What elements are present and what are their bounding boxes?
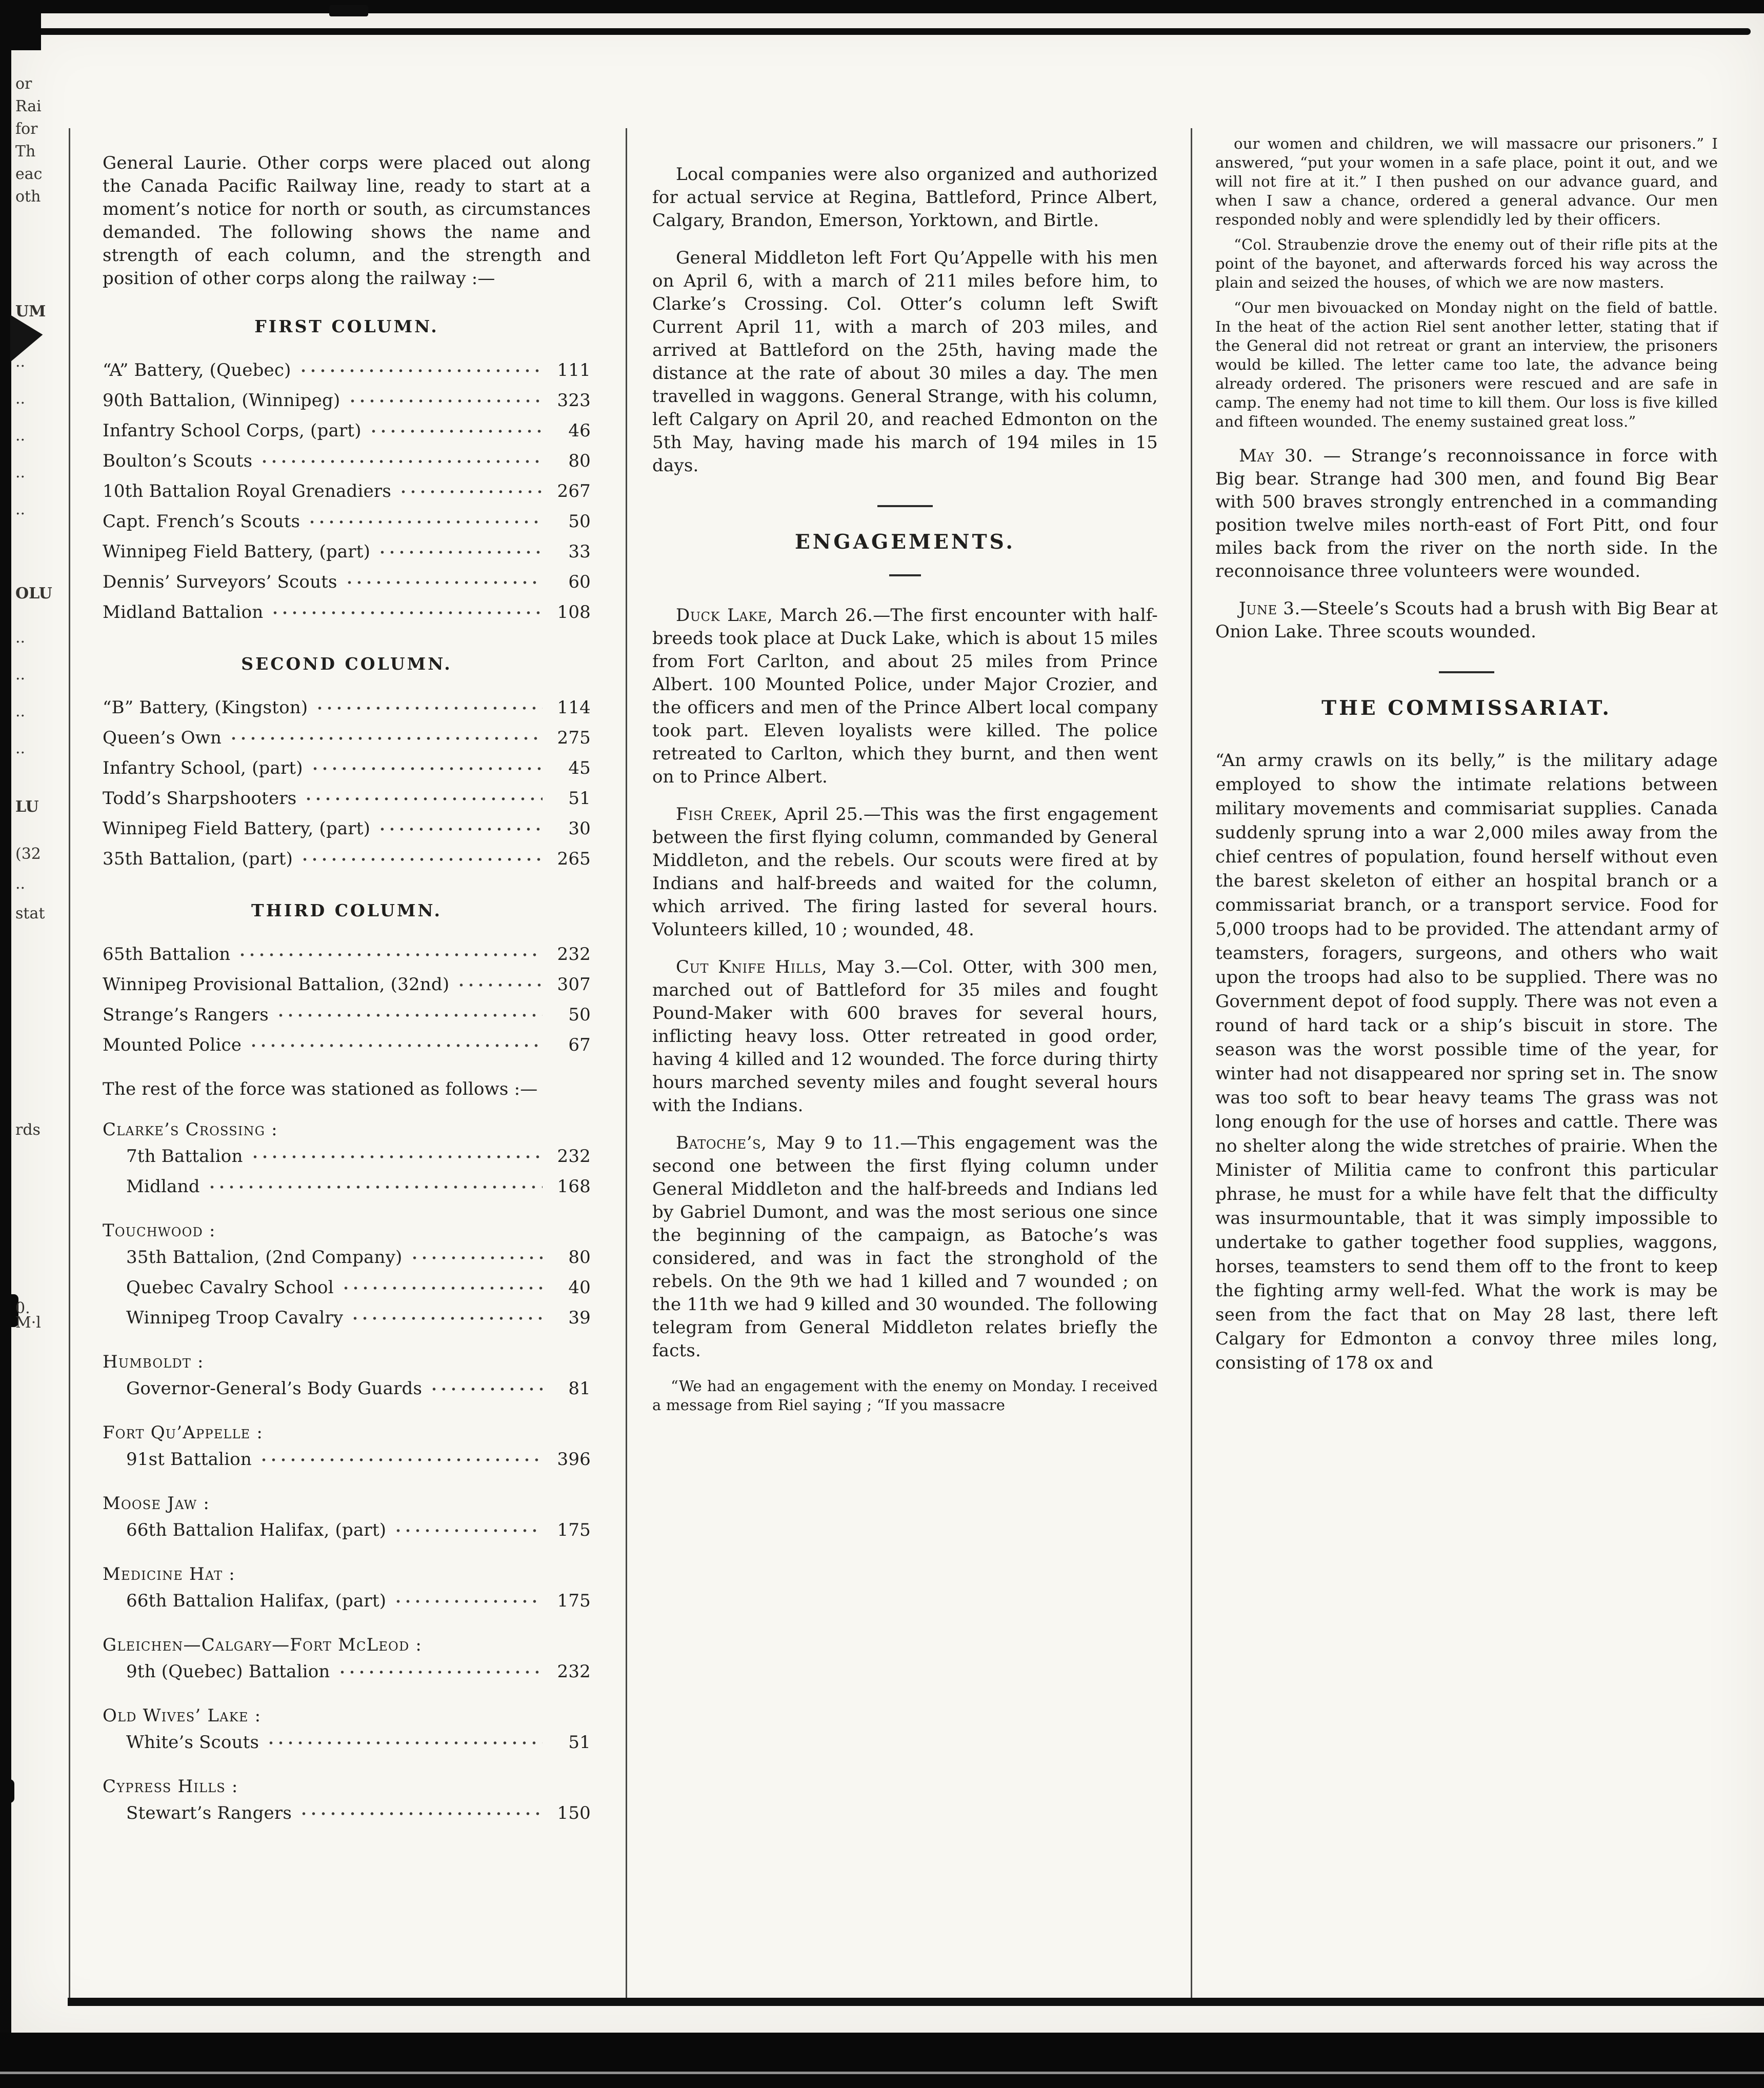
station-group bbox=[103, 1563, 591, 1616]
engagements-heading: ENGAGEMENTS. bbox=[795, 530, 1015, 554]
column-rosters bbox=[103, 315, 591, 1060]
page-edge-fragment: rds bbox=[15, 1121, 41, 1139]
adjacent-page-edge bbox=[12, 0, 67, 2088]
station-name: Clarke’s Crossing : bbox=[103, 1119, 278, 1140]
unit-name: Winnipeg Field Battery, (part) bbox=[103, 818, 371, 839]
unit-strength: 46 bbox=[568, 420, 591, 441]
dotted-leader bbox=[307, 519, 543, 525]
unit-strength: 40 bbox=[568, 1277, 591, 1298]
unit-name: 90th Battalion, (Winnipeg) bbox=[103, 390, 340, 411]
station-group bbox=[103, 1775, 591, 1829]
dotted-leader bbox=[229, 736, 543, 741]
unit-strength: 168 bbox=[557, 1176, 591, 1197]
roster-row bbox=[103, 939, 591, 970]
unit-strength: 33 bbox=[568, 541, 591, 562]
engagement-paragraph: Duck Lake, March 26.—The first encounter with half-breeds took place at Duck Lake, which is about 15 miles from Fort Carlton, and about 25 miles from Prince Albert. 100 Mounted Police, under Major Crozier, and the officers and men of the Prince Albert local company took part. Eleven loyalists were killed. The police retreated to Carlton, which they burnt, and then went on to Prince Albert. bbox=[652, 605, 1158, 787]
page-edge-fragment: .. bbox=[15, 390, 26, 408]
dotted-leader bbox=[250, 1154, 543, 1159]
roster-row bbox=[103, 844, 591, 874]
dotted-leader bbox=[270, 610, 543, 615]
dotted-leader bbox=[398, 489, 543, 494]
scan-artifact-page-edge-line bbox=[0, 2072, 1764, 2074]
roster-row bbox=[103, 1798, 591, 1829]
station-group bbox=[103, 1351, 591, 1404]
roster-row bbox=[103, 723, 591, 753]
station-group bbox=[103, 1219, 591, 1333]
page-edge-fragment: UM bbox=[15, 303, 46, 320]
page-edge-fragment: .. bbox=[15, 666, 26, 684]
unit-strength: 67 bbox=[568, 1035, 591, 1055]
roster-row bbox=[103, 537, 591, 567]
unit-strength: 39 bbox=[568, 1308, 591, 1328]
dotted-leader bbox=[259, 1457, 543, 1462]
roster-section-heading: FIRST COLUMN. bbox=[254, 316, 439, 336]
unit-strength: 232 bbox=[557, 1661, 591, 1682]
dotted-leader bbox=[377, 550, 543, 555]
unit-name: Mounted Police bbox=[103, 1035, 242, 1055]
commissariat-paragraph: “An army crawls on its belly,” is the military adage employed to show the intimate relations between military movements and commisariat supplies. Canada suddenly sprung into a war 2,000 miles away from the chief centres of population, found herself without even the barest skeleton of either an hospital branch or a commissariat branch, or a transport service. Food for 5,000 troops had to be provided. The attendant army of teamsters, foragers, surgeons, and others who wait upon the troops had also to be supplied. There was no Government depot of food supply. There was not even a round of hard tack or a ship’s biscuit in store. The season was the worst possible time of the year, for winter had not disappeared nor spring set in. The snow was too soft to bear heavy teams The grass was not long enough for the use of horses and cattle. There was no shelter along the wide stretches of prairie. When the Minister of Militia came to confront this particular phrase, he must for a while have felt that the difficulty was insurmountable, that it was simply impossible to undertake to gather together food supplies, waggons, horses, teamsters to send them off to the front to keep the fighting army well-fed. What the work is may be seen from the fact that on May 28 last, there left Calgary for Edmonton a convoy three miles long, consisting of 178 ox and bbox=[1215, 750, 1718, 1373]
roster-row bbox=[103, 597, 591, 628]
dotted-leader bbox=[300, 857, 543, 862]
page-edge-fragment: M·l bbox=[15, 1314, 41, 1332]
date-lead: June 3. bbox=[1239, 598, 1300, 619]
station-group bbox=[103, 1492, 591, 1545]
unit-strength: 396 bbox=[557, 1449, 591, 1470]
unit-name: Boulton’s Scouts bbox=[103, 451, 253, 471]
unit-strength: 45 bbox=[568, 758, 591, 778]
dotted-leader bbox=[341, 1286, 543, 1291]
roster-row bbox=[103, 507, 591, 537]
page-edge-fragment: OLU bbox=[15, 585, 52, 603]
unit-strength: 51 bbox=[568, 788, 591, 809]
page-edge-fragment: stat bbox=[15, 905, 45, 922]
station-name: Cypress Hills : bbox=[103, 1776, 238, 1797]
dotted-leader bbox=[393, 1599, 543, 1604]
page-edge-fragment: 0. bbox=[15, 1299, 30, 1317]
unit-name: 35th Battalion, (2nd Company) bbox=[126, 1247, 403, 1268]
unit-name: Winnipeg Provisional Battalion, (32nd) bbox=[103, 974, 450, 995]
unit-name: Quebec Cavalry School bbox=[126, 1277, 334, 1298]
engagement-name: Duck Lake, bbox=[676, 605, 773, 626]
unit-strength: 267 bbox=[557, 481, 591, 501]
unit-name: 91st Battalion bbox=[126, 1449, 252, 1470]
unit-strength: 80 bbox=[568, 451, 591, 471]
page-edge-fragment: oth bbox=[15, 188, 41, 206]
dotted-leader bbox=[345, 580, 543, 585]
dotted-leader bbox=[237, 952, 543, 957]
station-name: Medicine Hat : bbox=[103, 1564, 235, 1584]
unit-name: Infantry School Corps, (part) bbox=[103, 420, 362, 441]
engagement-name: Cut Knife Hills, bbox=[676, 957, 828, 977]
unit-strength: 232 bbox=[557, 1146, 591, 1167]
dotted-leader bbox=[393, 1528, 543, 1533]
unit-name: Strange’s Rangers bbox=[103, 1005, 269, 1025]
roster-row bbox=[103, 1141, 591, 1172]
unit-name: Capt. French’s Scouts bbox=[103, 511, 300, 532]
dotted-leader bbox=[249, 1043, 543, 1048]
dated-paragraph: May 30. — Strange’s reconnoissance in force with Big bear. Strange had 300 men, and found Big Bear with 500 braves strongly entrenched in a commanding position twelve miles north-east of Fort Pitt, ond four miles back from the river on the north side. In the reconnoisance three volunteers were wounded. bbox=[1215, 446, 1718, 581]
page-edge-fragment: for bbox=[15, 120, 38, 138]
engagement-list bbox=[652, 604, 1158, 1362]
station-name: Old Wives’ Lake : bbox=[103, 1705, 262, 1726]
dotted-leader bbox=[456, 982, 543, 988]
dotted-leader bbox=[315, 706, 543, 711]
page-edge-fragment: eac bbox=[15, 165, 43, 183]
unit-strength: 60 bbox=[568, 572, 591, 592]
telegram-quote-paragraph: “Our men bivouacked on Monday night on the field of battle. In the heat of the action Riel sent another letter, stating that if the General did not retreat or grant an interview, the prisoners would be killed. The letter came too late, the advance being already ordered. The prisoners were rescued and are safe in camp. The enemy had not time to kill them. Our loss is five killed and fifteen wounded. The enemy sustained great loss.” bbox=[1215, 299, 1718, 430]
page-edge-fragment: .. bbox=[15, 353, 26, 371]
telegram-quote-paragraph: our women and children, we will massacre our prisoners.” I answered, “put your women in a safe place, point it out, and we will not fire at it.” I then pushed on our advance guard, and when I saw a chance, ordered a general advance. Our men responded nobly and were splendidly led by their officers. bbox=[1215, 135, 1718, 228]
section-rule bbox=[889, 574, 921, 576]
unit-name: Winnipeg Field Battery, (part) bbox=[103, 541, 371, 562]
column-divider bbox=[626, 128, 627, 1998]
unit-strength: 50 bbox=[568, 1005, 591, 1025]
unit-strength: 50 bbox=[568, 511, 591, 532]
engagement-name: Batoche’s, bbox=[676, 1133, 767, 1153]
body-paragraph: General Middleton left Fort Qu’Appelle with his men on April 6, with a march of 211 miles before him, to Clarke’s Crossing. Col. Otter’s column left Swift Current April 11, with a march of 203 miles, and arrived at Battleford on the 25th, having made the distance at the rate of about 30 miles a day. The men travelled in waggons. General Strange, with his column, left Calgary on April 20, and reached Edmonton on the 5th May, having made his march of 194 miles in 15 days. bbox=[652, 248, 1158, 476]
station-group bbox=[103, 1118, 591, 1202]
unit-strength: 51 bbox=[568, 1732, 591, 1753]
dotted-leader bbox=[310, 766, 543, 771]
page-bottom-rule bbox=[68, 1998, 1764, 2006]
page-edge-fragment: .. bbox=[15, 739, 26, 757]
dotted-leader bbox=[429, 1387, 543, 1392]
roster-row bbox=[103, 1303, 591, 1333]
dated-entries bbox=[1215, 445, 1718, 644]
roster-row bbox=[103, 814, 591, 844]
dotted-leader bbox=[266, 1740, 543, 1745]
scan-artifact-ink-blob bbox=[329, 5, 368, 16]
roster-row bbox=[103, 1515, 591, 1545]
unit-strength: 232 bbox=[557, 944, 591, 965]
page-edge-fragment: .. bbox=[15, 629, 26, 647]
unit-strength: 323 bbox=[557, 390, 591, 411]
unit-strength: 111 bbox=[557, 360, 591, 380]
unit-strength: 307 bbox=[557, 974, 591, 995]
middle-text-column bbox=[652, 163, 1158, 1421]
dotted-leader bbox=[259, 459, 543, 464]
dotted-leader bbox=[369, 429, 543, 434]
engagement-paragraph: Fish Creek, April 25.—This was the first engagement between the first flying column, commanded by General Middleton, and the rebels. Our scouts were fired at by Indians and half-breeds and waited for the column, which arrived. The firing lasted for several hours. Volunteers killed, 10 ; wounded, 48. bbox=[652, 804, 1158, 940]
telegram-continued bbox=[1215, 134, 1718, 431]
unit-name: “B” Battery, (Kingston) bbox=[103, 697, 308, 718]
unit-name: Dennis’ Surveyors’ Scouts bbox=[103, 572, 337, 592]
roster-row bbox=[103, 1242, 591, 1273]
section-rule bbox=[1439, 671, 1494, 673]
roster-row bbox=[103, 1273, 591, 1303]
unit-name: 35th Battalion, (part) bbox=[103, 849, 293, 869]
station-group bbox=[103, 1704, 591, 1758]
page-edge-fragment: .. bbox=[15, 427, 26, 445]
unit-strength: 81 bbox=[568, 1378, 591, 1399]
roster-row bbox=[103, 1728, 591, 1758]
roster-row bbox=[103, 386, 591, 416]
dotted-leader bbox=[299, 1811, 543, 1816]
page-edge-fragment: LU bbox=[15, 798, 39, 816]
page-edge-fragment: Th bbox=[15, 143, 36, 160]
roster-row bbox=[103, 567, 591, 597]
scan-artifact-top-line bbox=[0, 28, 1751, 35]
unit-name: 10th Battalion Royal Grenadiers bbox=[103, 481, 391, 501]
unit-strength: 114 bbox=[557, 697, 591, 718]
unit-name: 9th (Quebec) Battalion bbox=[126, 1661, 330, 1682]
column-frame-line bbox=[69, 128, 70, 1998]
station-group bbox=[103, 1421, 591, 1475]
scan-artifact-top-bar bbox=[0, 0, 1764, 13]
page-edge-fragment: (32 bbox=[15, 845, 41, 863]
page-edge-fragment: .. bbox=[15, 702, 26, 720]
unit-strength: 175 bbox=[557, 1591, 591, 1611]
page-edge-fragment: .. bbox=[15, 500, 26, 518]
stationing-note: The rest of the force was stationed as follows :— bbox=[103, 1079, 538, 1099]
station-name: Touchwood : bbox=[103, 1220, 216, 1241]
commissariat-heading: THE COMMISSARIAT. bbox=[1321, 696, 1612, 720]
unit-name: Todd’s Sharpshooters bbox=[103, 788, 297, 809]
roster-row bbox=[103, 476, 591, 507]
roster-row bbox=[103, 1172, 591, 1202]
scan-artifact-bottom-band bbox=[0, 2033, 1764, 2088]
date-lead: May 30. bbox=[1239, 446, 1313, 466]
unit-strength: 175 bbox=[557, 1520, 591, 1540]
unit-name: Midland Battalion bbox=[103, 602, 264, 623]
body-paragraph: Local companies were also organized and authorized for actual service at Regina, Battleford, Prince Albert, Calgary, Brandon, Emerson, Yorktown, and Birtle. bbox=[652, 164, 1158, 231]
unit-name: Queen’s Own bbox=[103, 728, 222, 748]
scan-artifact-left-strip bbox=[0, 0, 11, 2088]
unit-name: “A” Battery, (Quebec) bbox=[103, 360, 291, 380]
unit-strength: 150 bbox=[557, 1803, 591, 1823]
unit-name: 66th Battalion Halifax, (part) bbox=[126, 1520, 387, 1540]
unit-strength: 275 bbox=[557, 728, 591, 748]
roster-row bbox=[103, 1586, 591, 1616]
engagement-paragraph: Batoche’s, May 9 to 11.—This engagement was the second one between the first flying column under General Middleton and the half-breeds and Indians led by Gabriel Dumont, and was the most serious one since the beginning of the campaign, as Batoche’s was considered, and was in fact the stronghold of the rebels. On the 9th we had 1 killed and 7 wounded ; on the 11th we had 9 killed and 30 wounded. The following telegram from General Middleton relates briefly the facts. bbox=[652, 1133, 1158, 1361]
unit-name: Stewart’s Rangers bbox=[126, 1803, 292, 1823]
station-group bbox=[103, 1634, 591, 1687]
roster-row bbox=[103, 1657, 591, 1687]
dotted-leader bbox=[377, 827, 543, 832]
roster-row bbox=[103, 416, 591, 446]
roster-row bbox=[103, 693, 591, 723]
unit-name: Infantry School, (part) bbox=[103, 758, 303, 778]
engagement-paragraph: Cut Knife Hills, May 3.—Col. Otter, with 300 men, marched out of Battleford for 35 miles and fought Pound-Maker with 600 braves for several hours, inflicting heavy loss. Otter retreated in good order, having 4 killed and 12 wounded. The force during thirty hours marched seventy miles and fought several hours with the Indians. bbox=[652, 957, 1158, 1116]
unit-name: 66th Battalion Halifax, (part) bbox=[126, 1591, 387, 1611]
unit-strength: 265 bbox=[557, 849, 591, 869]
roster-row bbox=[103, 784, 591, 814]
roster-row bbox=[103, 355, 591, 386]
column-divider bbox=[1191, 128, 1192, 1998]
roster-row bbox=[103, 1374, 591, 1404]
unit-strength: 108 bbox=[557, 602, 591, 623]
station-name: Gleichen—Calgary—Fort McLeod : bbox=[103, 1635, 423, 1655]
telegram-quote-paragraph: “Col. Straubenzie drove the enemy out of their rifle pits at the point of the bayonet, and afterwards forced his way across the plain and seized the houses, of which we are now masters. bbox=[1215, 236, 1718, 291]
page-edge-fragment: .. bbox=[15, 875, 26, 893]
roster-row bbox=[103, 970, 591, 1000]
page-edge-fragment: or bbox=[15, 75, 32, 93]
dotted-leader bbox=[207, 1184, 543, 1190]
telegram-paragraph: “We had an engagement with the enemy on Monday. I received a message from Riel saying ; “If you massacre bbox=[652, 1377, 1158, 1414]
station-name: Moose Jaw : bbox=[103, 1493, 210, 1514]
unit-strength: 80 bbox=[568, 1247, 591, 1268]
unit-name: 7th Battalion bbox=[126, 1146, 243, 1167]
unit-name: Governor-General’s Body Guards bbox=[126, 1378, 423, 1399]
roster-section-heading: SECOND COLUMN. bbox=[241, 654, 452, 674]
dotted-leader bbox=[276, 1013, 543, 1018]
section-rule bbox=[877, 505, 933, 507]
page-edge-fragment: Rai bbox=[15, 97, 42, 115]
unit-name: Midland bbox=[126, 1176, 200, 1197]
roster-section-heading: THIRD COLUMN. bbox=[251, 900, 442, 920]
unit-strength: 30 bbox=[568, 818, 591, 839]
roster-row bbox=[103, 1030, 591, 1060]
roster-row bbox=[103, 1444, 591, 1475]
right-text-column bbox=[1215, 134, 1718, 1390]
dotted-leader bbox=[298, 368, 543, 373]
dated-paragraph: June 3.—Steele’s Scouts had a brush with Big Bear at Onion Lake. Three scouts wounded. bbox=[1215, 598, 1718, 642]
unit-name: 65th Battalion bbox=[103, 944, 231, 965]
intro-paragraph: General Laurie. Other corps were placed out along the Canada Pacific Railway line, ready to start at a moment’s notice for north or south, as circumstances demanded. The following shows the name and strength of each column, and the strength and position of other corps along the railway :— bbox=[103, 153, 591, 289]
dotted-leader bbox=[337, 1670, 543, 1675]
roster-row bbox=[103, 753, 591, 784]
left-text-column bbox=[103, 152, 591, 1829]
station-name: Fort Qu’Appelle : bbox=[103, 1422, 264, 1443]
dotted-leader bbox=[348, 398, 543, 404]
engagement-name: Fish Creek, bbox=[676, 804, 778, 825]
dotted-leader bbox=[304, 796, 543, 801]
dotted-leader bbox=[410, 1255, 543, 1260]
page-edge-fragment: .. bbox=[15, 464, 26, 481]
roster-row bbox=[103, 1000, 591, 1030]
station-name: Humboldt : bbox=[103, 1352, 204, 1372]
dotted-leader bbox=[350, 1316, 543, 1321]
roster-row bbox=[103, 446, 591, 476]
station-list bbox=[103, 1118, 591, 1829]
unit-name: White’s Scouts bbox=[126, 1732, 259, 1753]
unit-name: Winnipeg Troop Cavalry bbox=[126, 1308, 344, 1328]
